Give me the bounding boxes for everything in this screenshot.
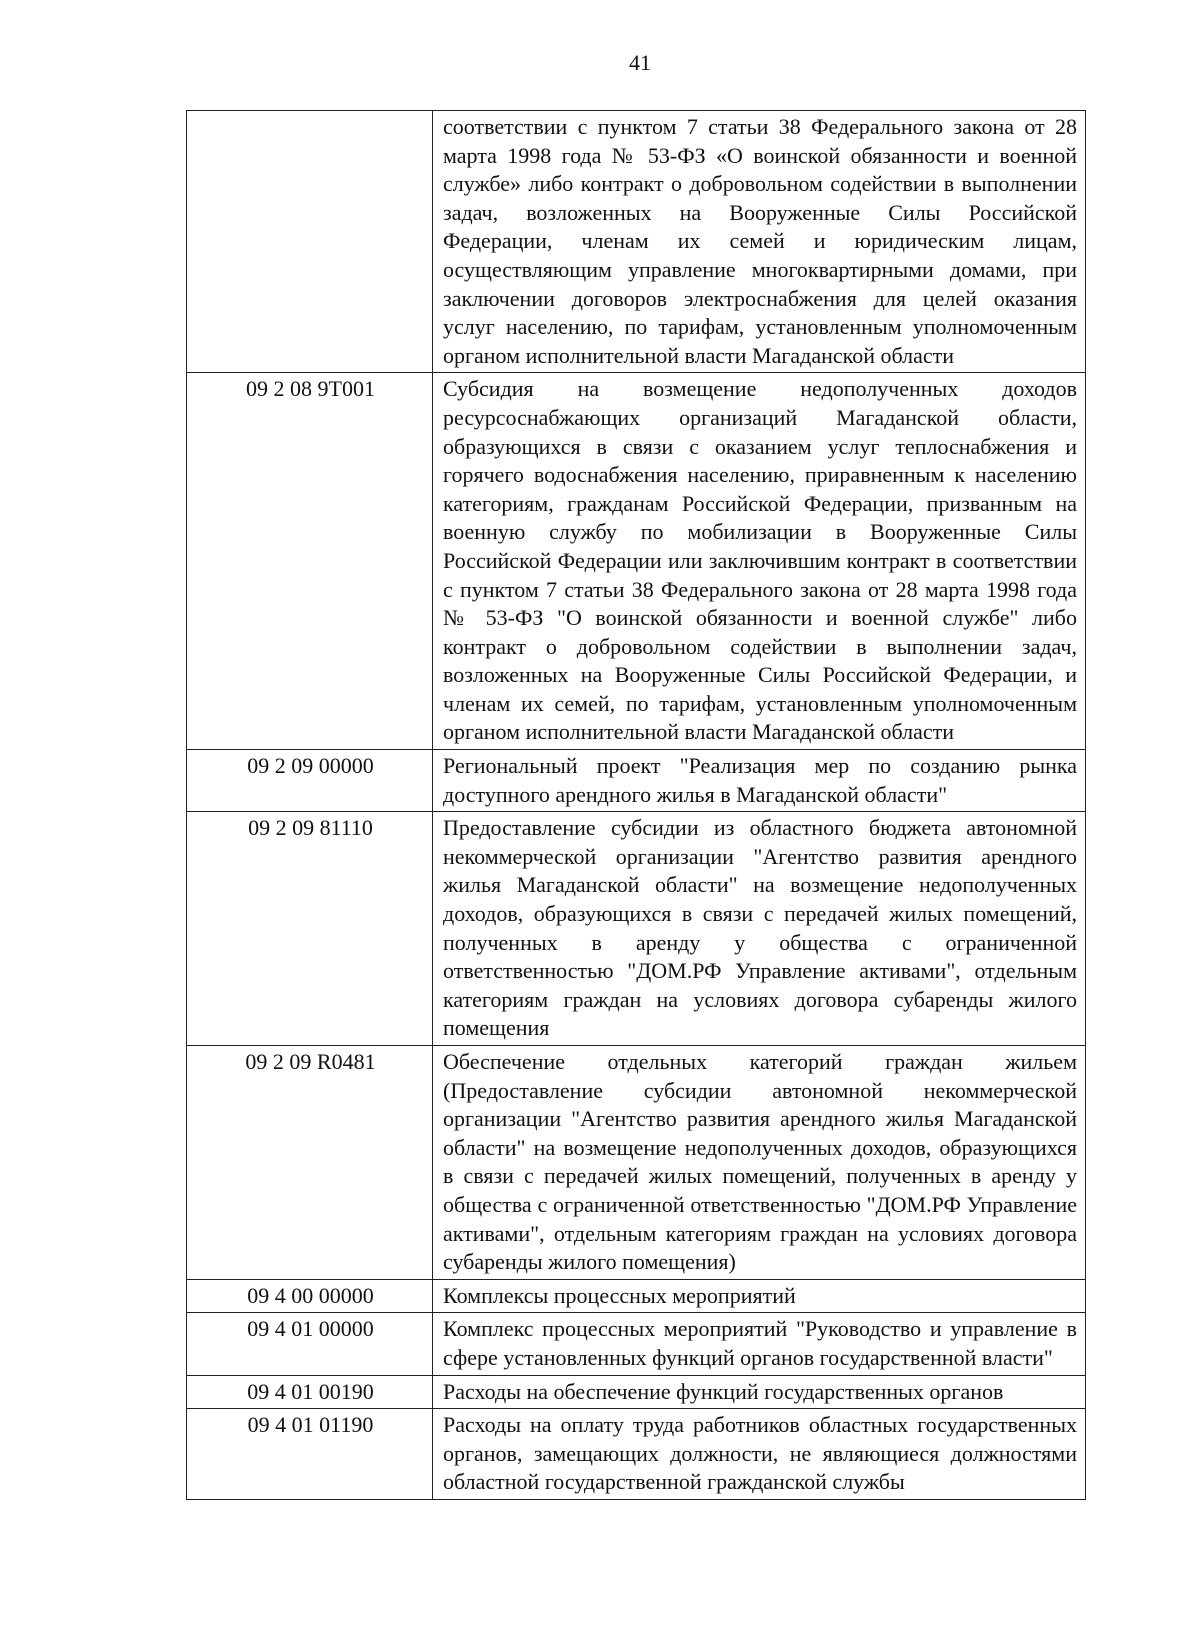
table-row [187,1375,1086,1409]
code-cell: 09 4 01 00000 [187,1313,433,1375]
table-row [187,1313,1086,1375]
table-row [187,111,1086,373]
description-cell: Комплекс процессных мероприятий "Руководство и управление в сфере установленных функций органов государственной власти" [433,1313,1086,1375]
code-cell: 09 2 09 R0481 [187,1046,433,1280]
description-cell: Региональный проект "Реализация мер по созданию рынка доступного арендного жилья в Магаданской области" [433,750,1086,812]
description-cell: соответствии с пунктом 7 статьи 38 Федерального закона от 28 марта 1998 года № 53-ФЗ «О воинской обязанности и военной службе» либо контракт о добровольном содействии в выполнении задач, возложенных на Вооруженные Силы Российской Федерации, членам их семей и юридическим лицам, осуществляющим управление многоквартирными домами, при заключении договоров электроснабжения для целей оказания услуг населению, по тарифам, установленным уполномоченным органом исполнительной власти Магаданской области [433,111,1086,373]
code-cell: 09 4 00 00000 [187,1279,433,1313]
table-row [187,750,1086,812]
table-row [187,373,1086,750]
code-cell: 09 4 01 01190 [187,1409,433,1500]
code-cell: 09 2 09 00000 [187,750,433,812]
table-row [187,1046,1086,1280]
description-cell: Комплексы процессных мероприятий [433,1279,1086,1313]
code-cell: 09 2 09 81110 [187,812,433,1046]
description-cell: Расходы на обеспечение функций государственных органов [433,1375,1086,1409]
table-row [187,812,1086,1046]
description-cell: Обеспечение отдельных категорий граждан жильем (Предоставление субсидии автономной некоммерческой организации "Агентство развития арендного жилья Магаданской области" на возмещение недополученных доходов, образующихся в связи с передачей жилых помещений, полученных в аренду у общества с ограниченной ответственностью "ДОМ.РФ Управление активами", отдельным категориям граждан на условиях договора субаренды жилого помещения) [433,1046,1086,1280]
code-cell: 09 4 01 00190 [187,1375,433,1409]
table-row [187,1279,1086,1313]
description-cell: Субсидия на возмещение недополученных доходов ресурсоснабжающих организаций Магаданской области, образующихся в связи с оказанием услуг теплоснабжения и горячего водоснабжения населению, приравненным к населению категориям, гражданам Российской Федерации, призванным на военную службу по мобилизации в Вооруженные Силы Российской Федерации или заключившим контракт в соответствии с пунктом 7 статьи 38 Федерального закона от 28 марта 1998 года № 53-ФЗ "О воинской обязанности и военной службе" либо контракт о добровольном содействии в выполнении задач, возложенных на Вооруженные Силы Российской Федерации, и членам их семей, по тарифам, установленным уполномоченным органом исполнительной власти Магаданской области [433,373,1086,750]
table-row [187,1409,1086,1500]
page-number: 41 [629,50,651,75]
budget-code-table [186,110,1086,1500]
description-cell: Расходы на оплату труда работников областных государственных органов, замещающих должности, не являющиеся должностями областной государственной гражданской службы [433,1409,1086,1500]
code-cell: 09 2 08 9Т001 [187,373,433,750]
description-cell: Предоставление субсидии из областного бюджета автономной некоммерческой организации "Агентство развития арендного жилья Магаданской области" на возмещение недополученных доходов, образующихся в связи с передачей жилых помещений, полученных в аренду у общества с ограниченной ответственностью "ДОМ.РФ Управление активами", отдельным категориям граждан на условиях договора субаренды жилого помещения [433,812,1086,1046]
code-cell [187,111,433,373]
